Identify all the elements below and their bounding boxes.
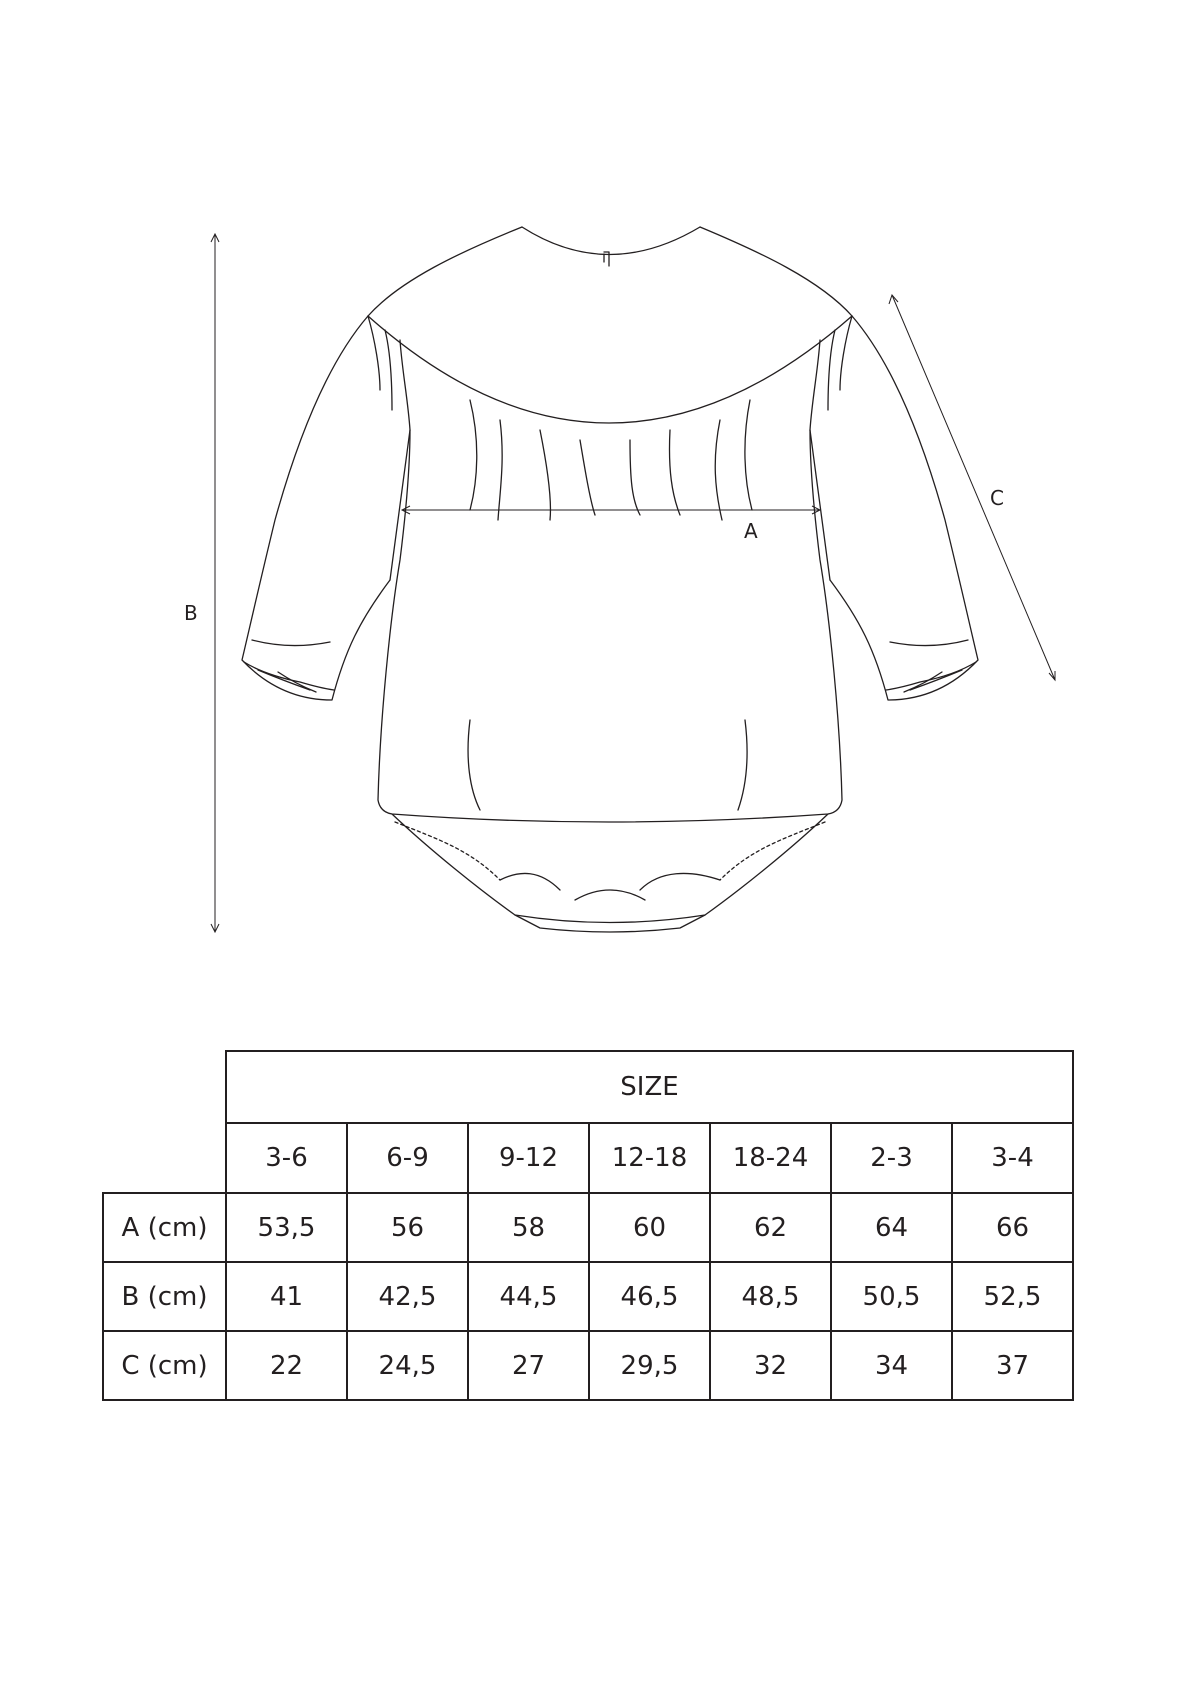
size-header-cell: 3-6 [226,1123,347,1193]
right-cuff [886,662,976,690]
size-title: SIZE [226,1051,1073,1123]
table-cell: 44,5 [468,1262,589,1331]
table-cell: 52,5 [952,1262,1073,1331]
label-b: B [184,601,198,625]
row-label: C (cm) [103,1331,226,1400]
table-cell: 53,5 [226,1193,347,1262]
size-chart-table [102,1050,1074,1401]
table-cell: 42,5 [347,1262,468,1331]
row-label: A (cm) [103,1193,226,1262]
table-cell: 48,5 [710,1262,831,1331]
neckline [522,227,700,255]
table-cell: 32 [710,1331,831,1400]
size-header-cell: 12-18 [589,1123,710,1193]
table-row [103,1262,1073,1331]
table-cell: 58 [468,1193,589,1262]
row-label: B (cm) [103,1262,226,1331]
table-cell: 22 [226,1331,347,1400]
leg-openings [392,814,828,923]
table-cell: 34 [831,1331,952,1400]
label-a: A [744,519,758,543]
size-title-row [103,1051,1073,1123]
label-c: C [990,486,1004,510]
measure-c-line [892,295,1055,680]
table-row [103,1193,1073,1262]
table-cell: 24,5 [347,1331,468,1400]
size-header-cell: 2-3 [831,1123,952,1193]
table-cell: 60 [589,1193,710,1262]
table-cell: 27 [468,1331,589,1400]
size-header-cell: 9-12 [468,1123,589,1193]
size-header-cell: 6-9 [347,1123,468,1193]
table-cell: 50,5 [831,1262,952,1331]
romper-body [378,430,842,822]
collar-yoke [368,227,852,423]
table-cell: 41 [226,1262,347,1331]
table-cell: 29,5 [589,1331,710,1400]
table-row [103,1331,1073,1400]
size-header-cell: 3-4 [952,1123,1073,1193]
table-cell: 66 [952,1193,1073,1262]
table-cell: 56 [347,1193,468,1262]
left-cuff [244,662,334,690]
table-cell: 64 [831,1193,952,1262]
table-cell: 37 [952,1331,1073,1400]
size-header-cell: 18-24 [710,1123,831,1193]
size-header-row [103,1123,1073,1193]
table-cell: 46,5 [589,1262,710,1331]
table-cell: 62 [710,1193,831,1262]
